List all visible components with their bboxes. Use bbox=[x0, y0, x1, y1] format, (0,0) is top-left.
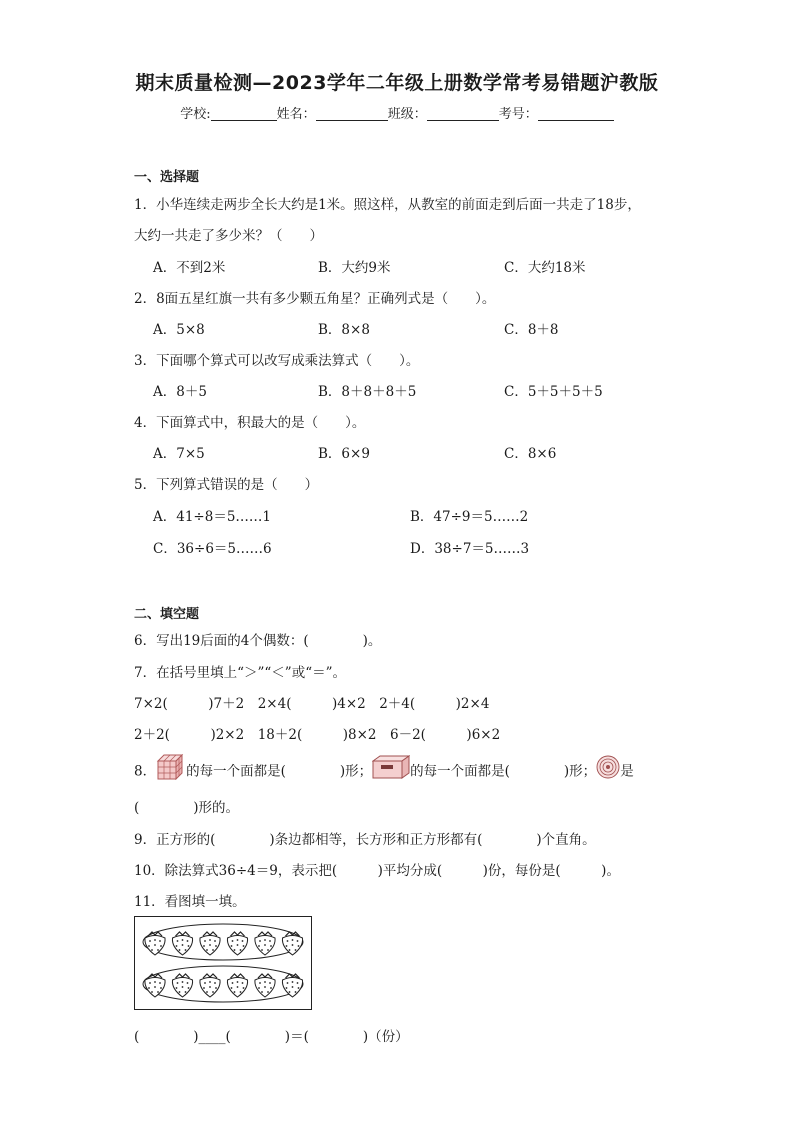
exam-number-blank[interactable] bbox=[538, 106, 614, 121]
question-5-option-b[interactable]: B．47÷9＝5……2 bbox=[410, 509, 529, 525]
question-8-circle-text: 是 bbox=[620, 763, 634, 780]
strawberry-icon bbox=[200, 974, 220, 997]
question-3-option-b[interactable]: B．8＋8＋8＋5 bbox=[318, 384, 417, 400]
box-icon bbox=[372, 755, 410, 789]
name-label: 姓名： bbox=[276, 107, 316, 122]
target-circle-icon bbox=[596, 755, 620, 789]
question-2-option-a[interactable]: A．5×8 bbox=[153, 322, 205, 338]
question-3-option-a[interactable]: A．8＋5 bbox=[153, 384, 207, 400]
question-2-option-c[interactable]: C．8＋8 bbox=[504, 322, 559, 338]
question-7: 7．在括号里填上“＞”“＜”或“＝”。 bbox=[134, 665, 346, 681]
question-2: 2．8面五星红旗一共有多少颗五角星？正确列式是（ ）。 bbox=[134, 291, 496, 307]
question-2-option-b[interactable]: B．8×8 bbox=[318, 322, 370, 338]
page-title: 期末质量检测—2023学年二年级上册数学常考易错题沪教版 bbox=[135, 72, 659, 94]
question-3-option-c[interactable]: C．5＋5＋5＋5 bbox=[504, 384, 603, 400]
strawberry-icon bbox=[282, 974, 302, 997]
question-5: 5．下列算式错误的是（ ） bbox=[134, 477, 319, 493]
strawberry-icon bbox=[227, 974, 247, 997]
question-8-box-text: 的每一个面都是( )形； bbox=[410, 763, 597, 780]
question-3: 3．下面哪个算式可以改写成乘法算式（ ）。 bbox=[134, 353, 420, 369]
question-1-line-1: 1．小华连续走两步全长大约是1米。照这样，从教室的前面走到后面一共走了18步， bbox=[134, 197, 641, 213]
school-blank[interactable] bbox=[211, 106, 277, 121]
question-4-option-b[interactable]: B．6×9 bbox=[318, 446, 370, 462]
question-8-line-1 bbox=[134, 754, 634, 782]
exam-number-label: 考号： bbox=[498, 107, 538, 122]
question-11: 11．看图填一填。 bbox=[134, 894, 246, 910]
cube-grid-icon bbox=[156, 754, 186, 790]
question-6: 6．写出19后面的4个偶数：( )。 bbox=[134, 633, 382, 649]
question-1-line-2: 大约一共走了多少米？（ ） bbox=[134, 228, 323, 244]
question-4: 4．下面算式中，积最大的是（ ）。 bbox=[134, 415, 366, 431]
question-8-number: 8． bbox=[134, 763, 157, 780]
strawberry-figure bbox=[134, 916, 312, 1010]
question-7-row-2: 2＋2( )2×2 18＋2( )8×2 6－2( )6×2 bbox=[134, 727, 501, 743]
strawberry-icon bbox=[145, 932, 165, 955]
class-label: 班级： bbox=[387, 107, 427, 122]
strawberry-icon bbox=[227, 932, 247, 955]
strawberry-icon bbox=[145, 974, 165, 997]
strawberry-icon bbox=[172, 932, 192, 955]
question-5-option-a[interactable]: A．41÷8＝5……1 bbox=[153, 509, 272, 525]
name-blank[interactable] bbox=[316, 106, 388, 121]
strawberry-icon bbox=[282, 932, 302, 955]
question-8-line-2: ( )形的。 bbox=[134, 800, 240, 816]
section-fill-heading: 二、填空题 bbox=[134, 607, 200, 622]
question-4-option-c[interactable]: C．8×6 bbox=[504, 446, 557, 462]
question-5-option-c[interactable]: C．36÷6＝5……6 bbox=[153, 541, 272, 557]
strawberry-drawing bbox=[135, 917, 310, 1008]
question-4-option-a[interactable]: A．7×5 bbox=[153, 446, 205, 462]
strawberry-icon bbox=[255, 974, 275, 997]
strawberry-icon bbox=[172, 974, 192, 997]
question-1-option-c[interactable]: C．大约18米 bbox=[504, 260, 586, 276]
strawberry-icon bbox=[200, 932, 220, 955]
section-choice-heading: 一、选择题 bbox=[134, 170, 200, 185]
question-5-option-d[interactable]: D．38÷7＝5……3 bbox=[410, 541, 530, 557]
question-11-answer: ( )____( )＝( )（份） bbox=[134, 1029, 409, 1045]
student-info-line bbox=[0, 103, 794, 122]
strawberry-icon bbox=[255, 932, 275, 955]
school-label: 学校: bbox=[180, 107, 211, 122]
question-1-option-b[interactable]: B．大约9米 bbox=[318, 260, 391, 276]
question-8-cube-text: 的每一个面都是( )形； bbox=[186, 763, 373, 780]
question-9: 9．正方形的( )条边都相等，长方形和正方形都有( )个直角。 bbox=[134, 832, 596, 848]
question-10: 10．除法算式36÷4＝9，表示把( )平均分成( )份，每份是( )。 bbox=[134, 863, 620, 879]
question-1-option-a[interactable]: A．不到2米 bbox=[153, 260, 226, 276]
question-7-row-1: 7×2( )7＋2 2×4( )4×2 2＋4( )2×4 bbox=[134, 696, 490, 712]
class-blank[interactable] bbox=[427, 106, 499, 121]
